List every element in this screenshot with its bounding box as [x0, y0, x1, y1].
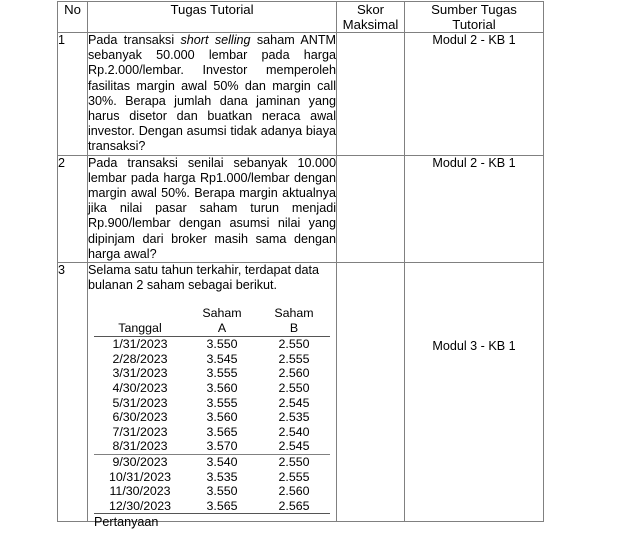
stock-header-date: Tanggal [94, 306, 186, 336]
stock-date: 8/31/2023 [94, 439, 186, 454]
table-header [58, 2, 544, 33]
header-score [337, 2, 405, 33]
stock-saham-a: 3.555 [206, 366, 238, 381]
header-no: No [58, 2, 88, 33]
stock-date: 11/30/2023 [109, 484, 171, 499]
stock-saham-b: 2.535 [278, 410, 310, 425]
stock-row [94, 439, 330, 454]
stock-row [94, 470, 330, 485]
stock-row [94, 381, 330, 396]
task-text-italic: short selling [180, 33, 251, 47]
row-source [405, 263, 544, 522]
stock-row [94, 396, 330, 411]
table-row [58, 263, 544, 522]
stock-row [94, 366, 330, 381]
clipped-text: Pertanyaan [94, 515, 159, 530]
task-paragraph: Pada transaksi senilai sebanyak 10.000 lembar pada harga Rp1.000/lembar dengan margin awal 50%. Berapa margin aktualnya jika nilai pasar saham turun menjadi Rp.900/lembar dengan asumsi nilai yang dipinjam dari broker masih sama dengan harga awal? [88, 155, 336, 261]
assignment-table [57, 1, 544, 530]
stock-row [94, 410, 330, 425]
stock-saham-a: 3.560 [206, 410, 238, 425]
stock-saham-a: 3.535 [206, 469, 238, 484]
stock-header-saham-b-line2: B [289, 320, 299, 335]
row-task-text [88, 33, 337, 156]
row-task-text [88, 155, 337, 262]
stock-saham-b: 2.560 [278, 366, 310, 381]
header-source-line2: Tutorial [452, 17, 496, 32]
task-text-before-italic: Pada transaksi [88, 33, 181, 47]
stock-date: 10/31/2023 [108, 469, 171, 484]
stock-data-table [94, 306, 330, 514]
task-paragraph [88, 33, 336, 155]
task-intro-text: Selama satu tahun terkahir, terdapat data bulanan 2 saham sebagai berikut. [88, 263, 320, 293]
row-score[interactable] [337, 263, 405, 522]
stock-date: 4/30/2023 [112, 381, 168, 396]
stock-date: 6/30/2023 [112, 410, 168, 425]
stock-saham-b: 2.550 [278, 337, 310, 352]
table-row [58, 33, 544, 156]
stock-row [94, 499, 330, 514]
stock-date: 5/31/2023 [112, 395, 168, 410]
header-row [58, 2, 544, 33]
row-score[interactable] [337, 155, 405, 262]
row-number: 2 [58, 155, 88, 262]
stock-date: 1/31/2023 [112, 337, 168, 352]
stock-saham-b: 2.550 [278, 455, 310, 470]
stock-header-saham-b-line1: Saham [274, 306, 314, 321]
stock-saham-a: 3.560 [206, 381, 238, 396]
stock-saham-b: 2.540 [278, 424, 310, 439]
stock-saham-b: 2.555 [278, 351, 310, 366]
row-task-text [88, 263, 337, 530]
stock-saham-a: 3.565 [206, 424, 238, 439]
stock-header-row [94, 306, 330, 336]
stock-saham-b: 2.555 [278, 469, 310, 484]
stock-row [94, 337, 330, 352]
header-score-line2: Maksimal [342, 17, 399, 32]
header-source-line1: Sumber Tugas [431, 2, 517, 17]
stock-row [94, 455, 330, 470]
stock-date: 7/31/2023 [112, 424, 168, 439]
header-task: Tugas Tutorial [88, 2, 337, 33]
stock-header-saham-a [186, 306, 258, 336]
stock-saham-a: 3.555 [206, 395, 238, 410]
row-source: Modul 2 - KB 1 [405, 155, 544, 262]
stock-header-saham-a-line2: A [217, 320, 227, 335]
table-row [58, 155, 544, 262]
stock-saham-b: 2.550 [278, 381, 310, 396]
stock-saham-b: 2.565 [258, 499, 330, 514]
row-source-label: Modul 3 - KB 1 [432, 339, 516, 354]
header-source [405, 2, 544, 33]
row-source: Modul 2 - KB 1 [405, 33, 544, 156]
stock-table-body [94, 337, 330, 514]
stock-saham-a: 3.550 [206, 484, 238, 499]
stock-date: 2/28/2023 [112, 351, 168, 366]
stock-row [94, 425, 330, 440]
stock-date: 9/30/2023 [112, 455, 168, 470]
stock-header-saham-a-line1: Saham [202, 306, 242, 321]
stock-date: 12/30/2023 [94, 499, 186, 514]
stock-saham-b: 2.545 [258, 439, 330, 454]
task-text-after-italic: saham ANTM sebanyak 50.000 lembar pada harga Rp.2.000/lembar. Investor memperoleh fasilitas margin awal 50% dan margin call 30%. Berapa jumlah dana jaminan yang harus disetor dan buatkan neraca awal investor. Dengan asumsi tidak adanya biaya transaksi? [88, 33, 337, 154]
stock-saham-a: 3.550 [206, 337, 238, 352]
stock-saham-a: 3.540 [206, 455, 238, 470]
row-score[interactable] [337, 33, 405, 156]
stock-saham-b: 2.545 [278, 395, 310, 410]
stock-row [94, 484, 330, 499]
row-number: 3 [58, 263, 88, 522]
stock-saham-a: 3.570 [186, 439, 258, 454]
stock-table-header [94, 306, 330, 336]
stock-saham-a: 3.565 [186, 499, 258, 514]
stock-row [94, 352, 330, 367]
stock-header-saham-b [258, 306, 330, 336]
stock-saham-b: 2.560 [278, 484, 310, 499]
stock-date: 3/31/2023 [112, 366, 168, 381]
header-score-line1: Skor [356, 2, 385, 17]
stock-saham-a: 3.545 [206, 351, 238, 366]
row-number: 1 [58, 33, 88, 156]
table-body [58, 33, 544, 530]
